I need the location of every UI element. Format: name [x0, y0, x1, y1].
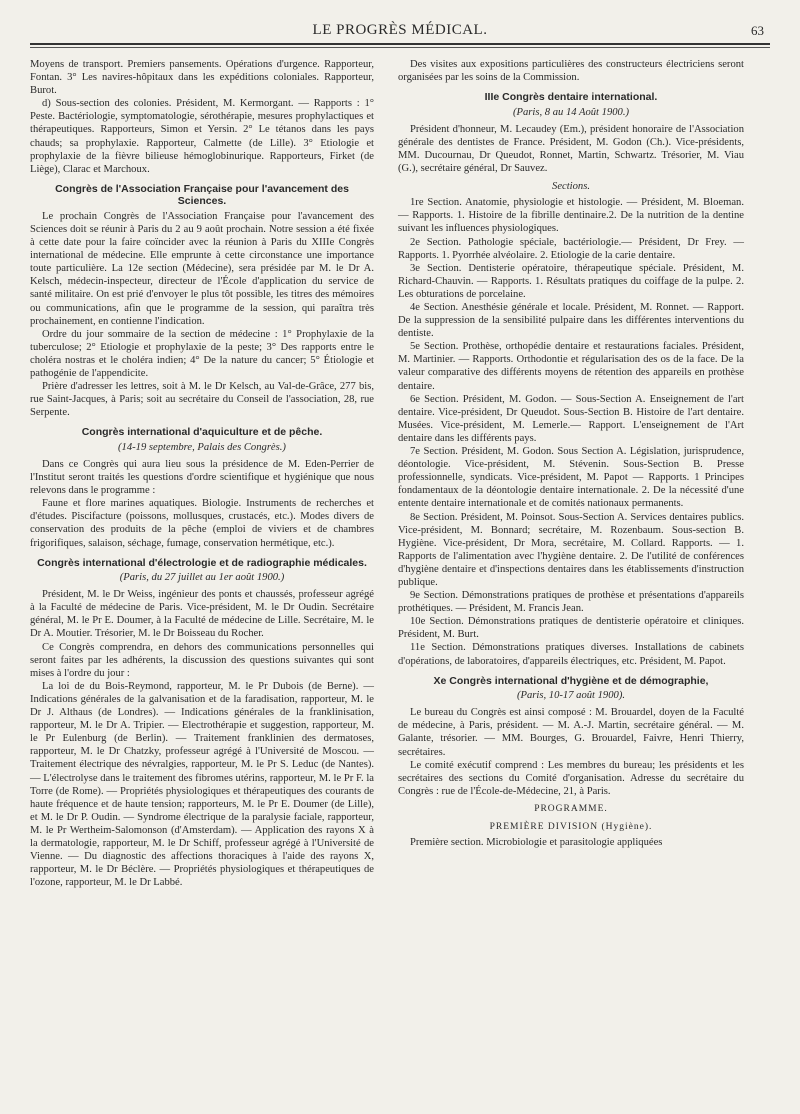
- section-item: 8e Section. Président, M. Poinsot. Sous-Section A. Services dentaires publics. Vice-président, M. Bonnard; secrétaire, M. Rozenbaum. Sous-section B. Hygiène. Vice-président, Dr Mora, secrétaire, M. Collard. Rapports. — 1. Rapports de l'alimentation avec l'hygiène dentaire. 2. De l'utilité de conférences d'hygiène dentaire et d'inspections dentaires dans les établissements d'instruction publique.: [398, 511, 744, 588]
- header-rule-thin: [30, 47, 770, 48]
- section-item: 7e Section. Président, M. Godon. Sous Section A. Législation, jurisprudence, déontologie. Vice-président, M. Stévenin. Sous-Section B. Presse professionnelle, syndicats. Vice-président, M. Papot — Rapports. 1 Principes fondamentaux de la déontologie dentaire internationale. 2. De la nécessité d'une entente dentaire internationale et de comités nationaux permanents.: [398, 446, 744, 510]
- paragraph: Ordre du jour sommaire de la section de médecine : 1° Prophylaxie de la tuberculose; 2° Etiologie et prophylaxie de la peste; 3° Des rapports entre le choléra nostras et le choléra indien; 4° De la nature du cancer; 5° Étiologie et pathogénie de l'appendicite.: [30, 328, 374, 379]
- paragraph: Prière d'adresser les lettres, soit à M. le Dr Kelsch, au Val-de-Grâce, 277 bis, rue Saint-Jacques, à Paris; soit au secrétaire du Conseil de l'association, 28, rue Serpente.: [30, 381, 374, 419]
- section-heading: Congrès international d'électrologie et de radiographie médicales.: [37, 556, 367, 569]
- paragraph: Président, M. le Dr Weiss, ingénieur des ponts et chaussés, professeur agrégé à la Faculté de médecine de Paris. Vice-président, M. le Dr Oudin. Secrétaire général, M. le Pr E. Doumer, à la Faculté de médecine de Lille. Secrétaire, M. le Dr A. Moutier. Trésorier, M. le Dr Boisseau du Rocher.: [30, 589, 374, 640]
- paragraph: d) Sous-section des colonies. Président, M. Kermorgant. — Rapports : 1° Peste. Bactériologie, symptomatologie, sérothérapie, mesures prophylactiques et thérapeutiques. Rapporteurs, Simon et Yersin. 2° Le tétanos dans les pays chauds; sa prophylaxie. Rapporteur, Calmette (de Lille). 3° Etiologie et prophylaxie de la fièvre bilieuse hémoglobinurique. Rapporteurs, Firket (de Liège), Clarac et Marchoux.: [30, 98, 374, 175]
- page-number: 63: [751, 23, 764, 38]
- sections-title: Sections.: [552, 181, 590, 193]
- section-item: 4e Section. Anesthésie générale et locale. Président, M. Ronnet. — Rapport. De la suppression de la sensibilité pulpaire dans les différentes interventions du dentiste.: [398, 302, 744, 340]
- paragraph: Moyens de transport. Premiers pansements. Opérations d'urgence. Rapporteur, Fontan. 3° Les navires-hôpitaux dans les expéditions coloniales. Rapporteur, Burot.: [30, 59, 374, 97]
- paragraph: Des visites aux expositions particulières des constructeurs électriciens seront organisées par les soins de la Commission.: [398, 59, 744, 84]
- section-item: 9e Section. Démonstrations pratiques de prothèse et présentations d'appareils prothétiques. — Président, M. Francis Jean.: [398, 590, 744, 615]
- section-item: 10e Section. Démonstrations pratiques de dentisterie opératoire et cliniques. Président, M. Burt.: [398, 616, 744, 641]
- paragraph: Première section. Microbiologie et parasitologie appliquées: [410, 837, 663, 849]
- section-subheading: (Paris, 8 au 14 Août 1900.): [512, 106, 630, 118]
- paragraph: Le prochain Congrès de l'Association Française pour l'avancement des Sciences doit se réunir à Paris du 2 au 9 août prochain. Notre session a été fixée à cette date pour la faire coïncider avec la réunion à Paris du XIIIe Congrès international de médecine. Elle emprunte à cette circonstance une importance toute particulière. La 12e section (Médecine), sera présidée par M. le Dr A. Kelsch, médecin-inspecteur, directeur de l'École d'application du service de santé militaire. On est prié d'envoyer le plus tôt possible, les titres des mémoires ou communications, afin que le programme de la session, qui paraîtra très prochainement, en contienne l'indication.: [30, 210, 374, 327]
- section-subheading: (14-19 septembre, Palais des Congrès.): [118, 441, 286, 453]
- right-column: [398, 58, 744, 849]
- page-header: [30, 20, 770, 44]
- section-item: 2e Section. Pathologie spéciale, bactériologie.— Président, Dr Frey. — Rapports. 1. Pyorrhée alvéolaire. 2. Etiologie de la carie dentaire.: [398, 236, 744, 261]
- section-item: 6e Section. Président, M. Godon. — Sous-Section A. Enseignement de l'art dentaire. Vice-président, Dr Queudot. Sous-Section B. Histoire de l'art dentaire. Musées. Vice-président, M. Lemerle.— Rapport. L'enseignement de l'Art dentaire dans les différents pays.: [398, 393, 744, 444]
- header-rule: [30, 43, 770, 45]
- section-subheading: (Paris, 10-17 août 1900).: [517, 690, 625, 702]
- section-heading: IIIe Congrès dentaire international.: [484, 91, 658, 104]
- division-heading: PREMIÈRE DIVISION (Hygiène).: [489, 821, 653, 832]
- section-item: 1re Section. Anatomie, physiologie et histologie. — Président, M. Bloeman. — Rapports. 1. Histoire de la fibrille dentinaire.2. De la nutrition de la dentine suivant les influences physiologiques.: [398, 197, 744, 235]
- section-heading: Congrès international d'aquiculture et de pêche.: [81, 426, 323, 439]
- section-item: 3e Section. Dentisterie opératoire, thérapeutique spéciale. Président, M. Richard-Chauvin. — Rapports. 1. Résultats pratiques du coiffage de la pulpe. 2. Les obturations de porcelaine.: [398, 262, 744, 300]
- paragraph: Ce Congrès comprendra, en dehors des communications personnelles qui seront faites par les adhérents, la discussion des questions suivantes qui sont mises à l'ordre du jour :: [30, 641, 374, 679]
- paragraph: Dans ce Congrès qui aura lieu sous la présidence de M. Eden-Perrier de l'Institut seront traités les questions d'ordre scientifique et hygiénique que nous relevons dans le programme :: [30, 458, 374, 497]
- paragraph: Le comité exécutif comprend : Les membres du bureau; les présidents et les secrétaires des sections du Comité d'organisation. Adresse du secrétaire du Congrès : rue de l'École-de-Médecine, 21, à Paris.: [398, 759, 744, 797]
- section-item: 5e Section. Prothèse, orthopédie dentaire et restaurations faciales. Président, M. Martinier. — Rapports. Orthodontie et régularisation des os de la face. De la valeur comparative des différents moyens de rétention des appareils en prothèse dentaire.: [398, 341, 744, 392]
- paragraph: Faune et flore marines aquatiques. Biologie. Instruments de recherches et d'études. Piscifacture (poissons, mollusques, crustacés, etc.). Modes divers de conservation des produits de la pêche (emploi de viviers et de chambres frigorifiques, salaison, séchage, fumage, conservation hermétique, etc.).: [30, 498, 374, 549]
- paragraph: La loi de du Bois-Reymond, rapporteur, M. le Pr Dubois (de Berne). — Indications générales de la galvanisation et de la faradisation, rapporteur, M. le Dr J. Althaus (de Londres). — Indications générales de la franklinisation, rapporteur, M. le Dr A. Tripier. — Electrothérapie et suggestion, rapporteur, M. le Pr Eulenburg (de Berlin). — Traitement franklinien des dermatoses, rapporteur, M. le Dr Chatzky, professeur agrégé à l'Université de Moscou. — Traitement électrique des névralgies, rapporteur, M. le Pr S. Leduc (de Nantes). — L'électrolyse dans le traitement des fibromes utérins, rapporteur, M. le Pr F. la Torre (de Rome). — Propriétés physiologiques et thérapeutiques des courants de haute fréquence et de haute tension; rapporteurs, M. le Pr E. Doumer (de Lille), et M. le Dr P. Oudin. — Syndrome électrique de la paralysie faciale, rapporteur, M. le Pr Wertheim-Salomonson (d'Amsterdam). — Application des rayons X à la dermatologie, rapporteur, M. le Dr Schiff, professeur agrégé à l'Université de Vienne. — Du diagnostic des affections thoraciques à l'aide des rayons X, rapporteur, M. le Dr Béclère. — Propriétés physiologiques et thérapeutiques de l'ozone, rapporteur, M. le Dr Labbé.: [30, 680, 374, 889]
- left-column: [30, 58, 374, 889]
- section-item: 11e Section. Démonstrations pratiques diverses. Installations de cabinets d'opérations, de laboratoires, d'appareils électriques, etc. Président, M. Papot.: [398, 642, 744, 667]
- programme-heading: PROGRAMME.: [534, 803, 608, 814]
- section-subheading: (Paris, du 27 juillet au 1er août 1900.): [119, 572, 285, 584]
- journal-title: LE PROGRÈS MÉDICAL.: [312, 22, 488, 38]
- section-heading: Congrès de l'Association Française pour l'avancement des Sciences.: [55, 182, 349, 208]
- section-heading: Xe Congrès international d'hygiène et de démographie,: [433, 674, 709, 687]
- paragraph: Président d'honneur, M. Lecaudey (Em.), président honoraire de l'Association générale des dentistes de France. Président, M. Godon (Ch.). Vice-présidents, MM. Ducournau, Dr Queudot, Ronnet, Martin, Schwartz. Trésorier, M. Viau (G.), secrétaire général, Dr Sauvez.: [398, 123, 744, 175]
- paragraph: Le bureau du Congrès est ainsi composé : M. Brouardel, doyen de la Faculté de médecine, à Paris, président. — M. A.-J. Martin, secrétaire général. — M. Galante, trésorier. — MM. Bourges, G. Brouardel, Faivre, Henri Thierry, secrétaires.: [398, 707, 744, 758]
